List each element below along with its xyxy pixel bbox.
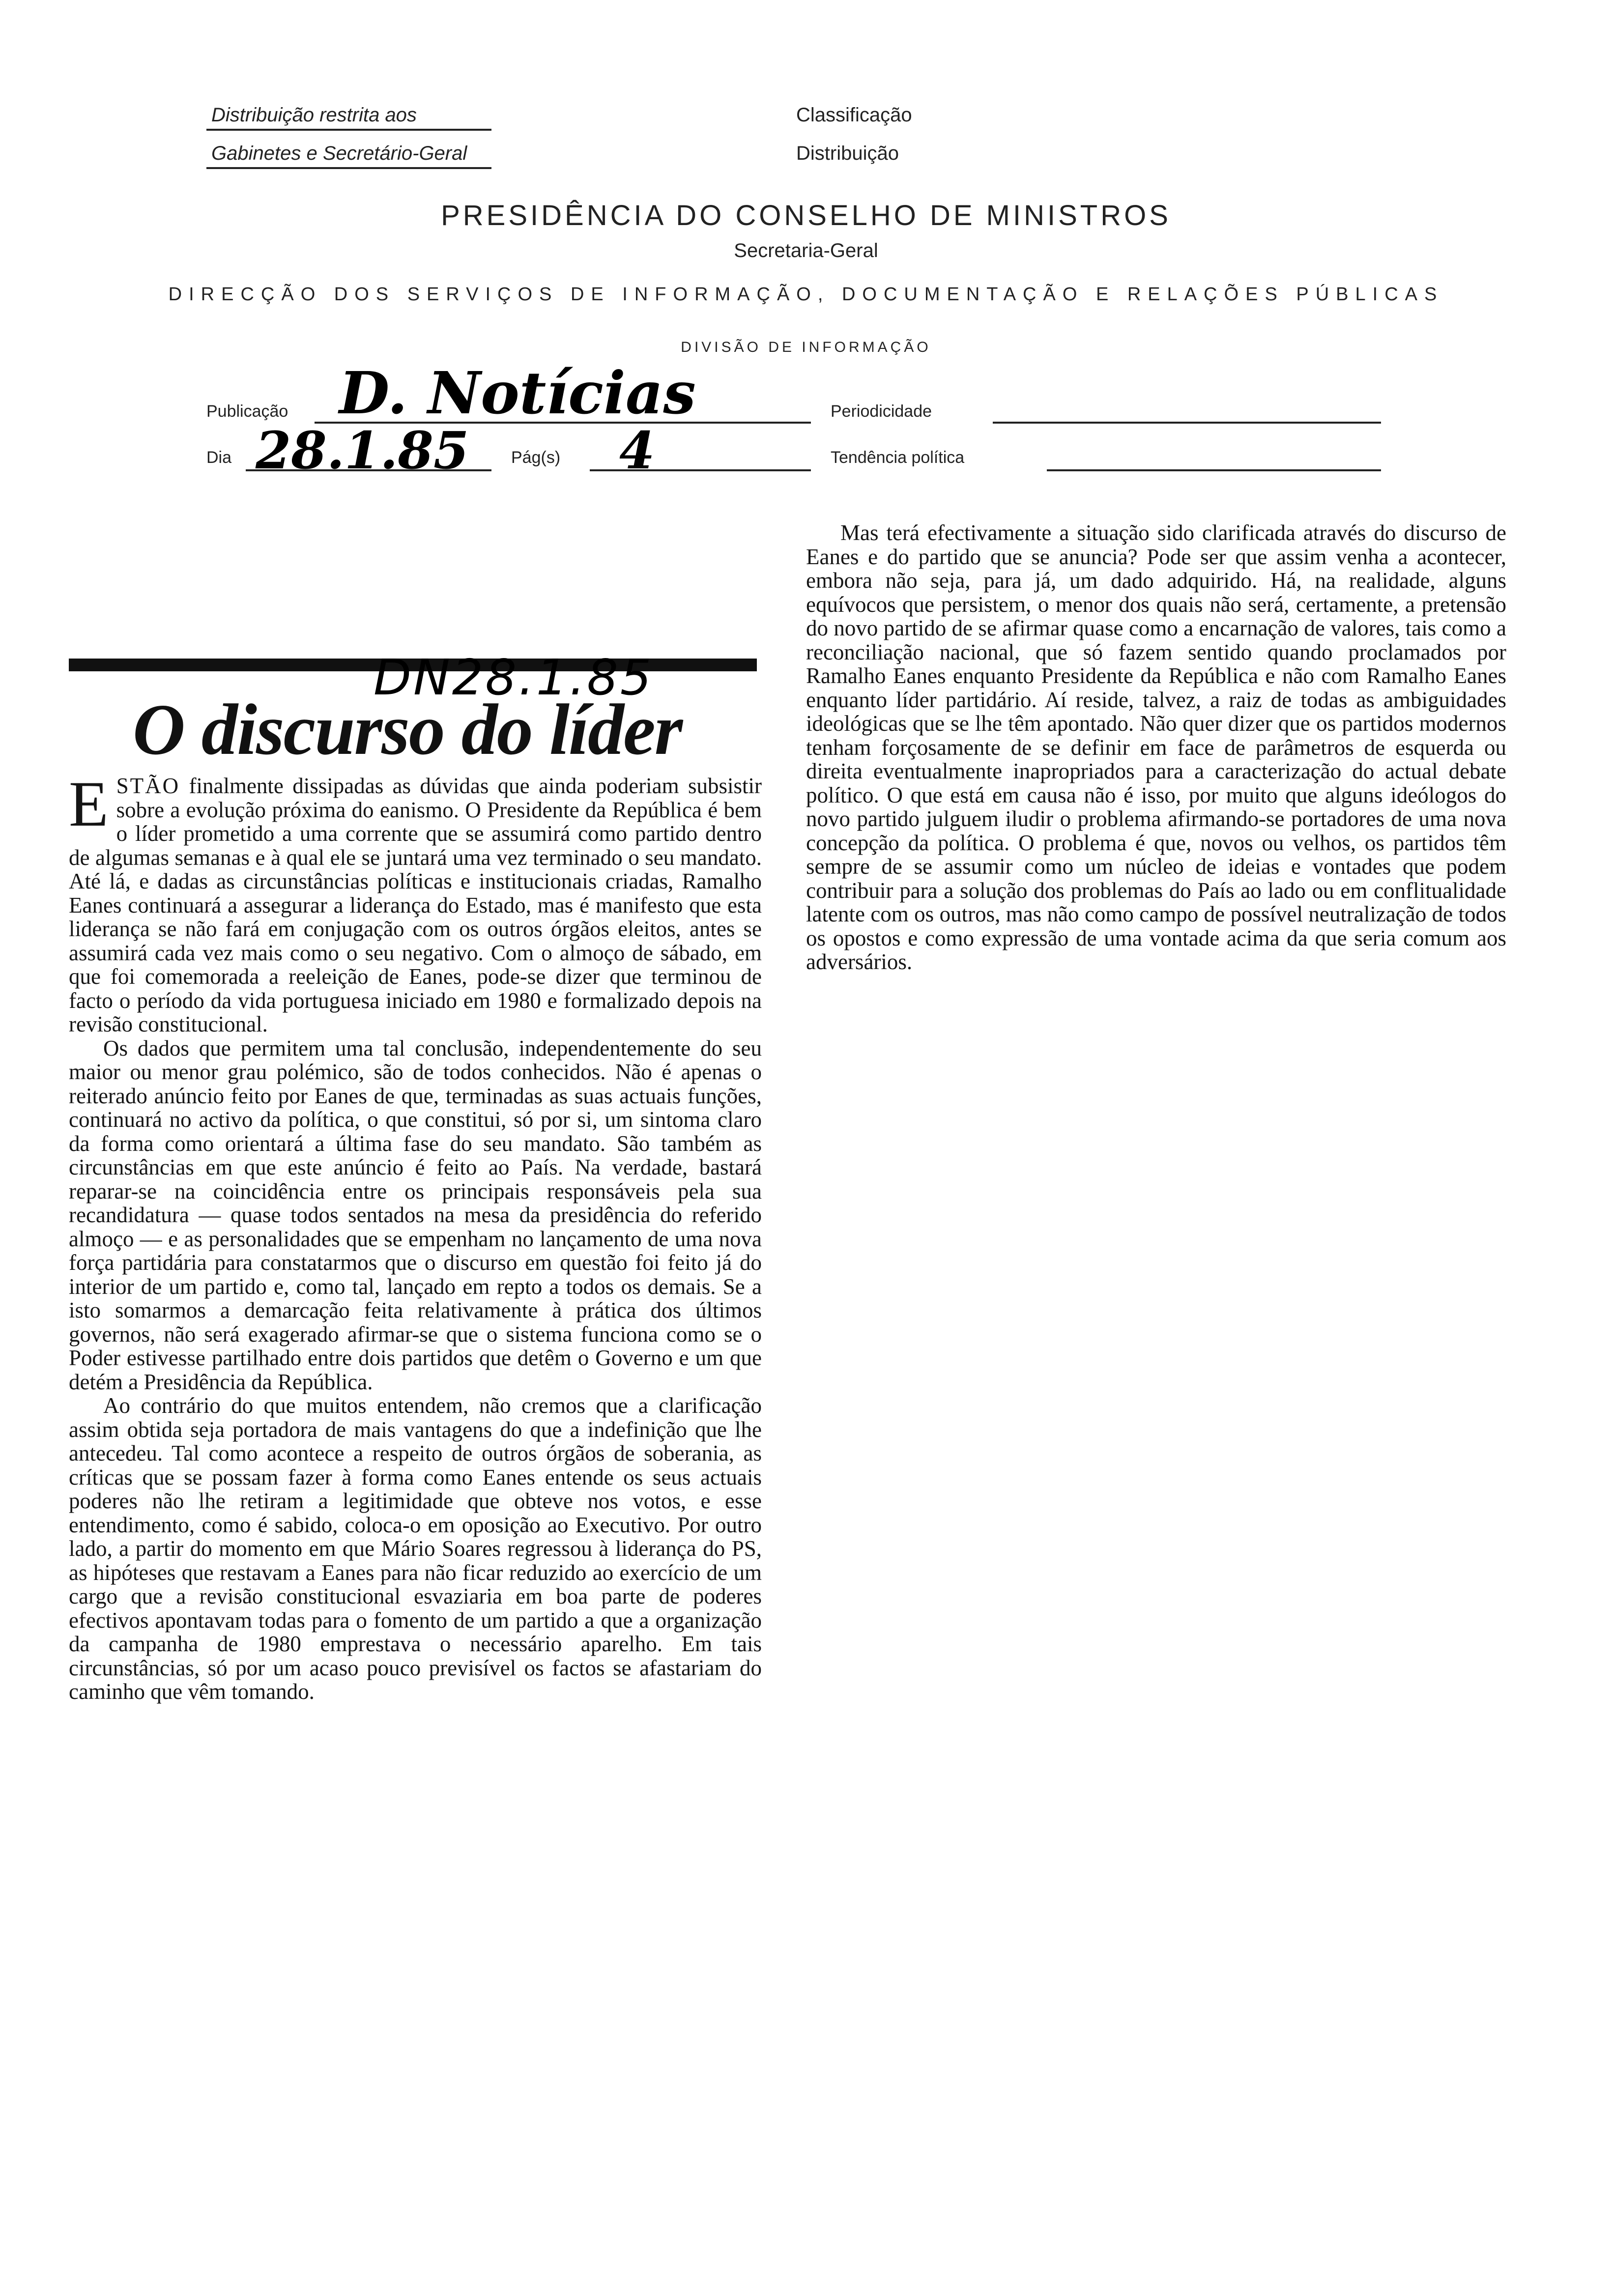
tendency-line	[1047, 469, 1381, 471]
archive-stamp: DN28.1.85	[374, 649, 654, 706]
distribution-underline	[206, 129, 491, 131]
first-word-rest: STÃO	[116, 774, 180, 798]
org-title: PRESIDÊNCIA DO CONSELHO DE MINISTROS	[441, 200, 1171, 231]
periodicity-label: Periodicidade	[831, 402, 932, 421]
classification-label: Classificação	[796, 104, 912, 126]
division: DIVISÃO DE INFORMAÇÃO	[681, 339, 931, 355]
pages-value: 4	[619, 420, 655, 481]
pages-label: Pág(s)	[511, 448, 561, 467]
publication-label: Publicação	[206, 402, 288, 421]
article-paragraph-2: Os dados que permitem uma tal conclusão, independentemente do seu maior ou menor grau polémico, são de todos conhecidos. Não é apenas o reiterado anúncio feito por Eanes de que, terminadas as suas actuais funções, continuará no activo da política, o que constitui, só por si, um sintoma claro da forma como orientará a última fase do seu mandato. São também as circunstâncias em que este anúncio é feito ao País. Na verdade, bastará reparar-se na coincidência entre os principais responsáveis pela sua recandidatura — quase todos sentados na mesa da presidência do referido almoço — e as personalidades que se empenham no lançamento de uma nova força partidária para constatarmos que o discurso em questão foi feito já do interior de um partido e, como tal, lançado em repto a todos os demais. Se a isto somarmos a demarcação feita relativamente à prática dos últimos governos, não será exagerado afirmar-se que o sistema funciona como se o Poder estivesse partilhado entre dois partidos que detêm o Governo e um que detém a Presidência da República.	[69, 1035, 762, 1394]
paragraph-1-text: finalmente dissipadas as dúvidas que ainda poderiam subsistir sobre a evolução próxima do eanismo. O Presidente da República é bem o líder prometido a uma corrente que se assumirá como partido dentro de algumas semanas e à qual ele se juntará uma vez terminado o seu mandato. Até lá, e dadas as circunstâncias políticas e institucionais criadas, Ramalho Eanes continuará a assegurar a liderança do Estado, mas é manifesto que esta liderança se não fará em conjugação com os outros órgãos eleitos, antes se assumirá cada vez mais como o seu negativo. Com o almoço de sábado, em que foi comemorada a reeleição de Eanes, pode-se dizer que terminou de facto o período da vida portuguesa iniciado em 1980 e formalizado depois na revisão constitucional.	[69, 774, 762, 1036]
day-label: Dia	[206, 448, 232, 467]
left-column	[69, 768, 762, 1704]
secretariat: Secretaria-Geral	[734, 240, 878, 261]
article-title: O discurso do líder	[133, 689, 682, 770]
distribution-restricted-line2: Gabinetes e Secretário-Geral	[211, 143, 467, 164]
article-paragraph-3: Ao contrário do que muitos entendem, não cremos que a clarificação assim obtida seja portadora de mais vantagens do que a indefinição que lhe antecedeu. Tal como acontece a respeito de outros órgãos de soberania, as críticas que se possam fazer à forma como Eanes entende os seus actuais poderes não lhe retiram a legitimidade que obteve nos votos, e esse entendimento, como é sabido, coloca-o em oposição ao Executivo. Por outro lado, a partir do momento em que Mário Soares regressou à liderança do PS, as hipóteses que restavam a Eanes para não ficar reduzido ao exercício de um cargo que a revisão constitucional esvaziaria em boa parte de poderes efectivos apontavam todas para o fomento de um partido a que a organização da campanha de 1980 emprestava o necessário aparelho. Em tais circunstâncias, só por um acaso pouco previsível os factos se afastariam do caminho que vêm tomando.	[69, 1393, 762, 1704]
dropcap: E	[69, 768, 109, 840]
article-paragraph-1	[69, 768, 762, 1036]
directorate: DIRECÇÃO DOS SERVIÇOS DE INFORMAÇÃO, DOCUMENTAÇÃO E RELAÇÕES PÚBLICAS	[168, 284, 1444, 305]
periodicity-line	[993, 422, 1381, 424]
publication-value: D. Notícias	[339, 359, 696, 427]
right-column	[806, 521, 1506, 974]
article-paragraph-4: Mas terá efectivamente a situação sido clarificada através do discurso de Eanes e do partido que se anuncia? Pode ser que assim venha a acontecer, embora não seja, para já, um dado adquirido. Há, na realidade, alguns equívocos que persistem, o menor dos quais não será, certamente, a pretensão do novo partido de se afirmar quase como a encarnação de valores, tais como a reconciliação nacional, que só fazem sentido quando proclamados por Ramalho Eanes enquanto Presidente da República e não com Ramalho Eanes enquanto líder partidário. Aí reside, talvez, a raiz de todas as ambiguidades ideológicas que se lhe têm apontado. Não quer dizer que os partidos modernos tenham forçosamente de se definir em face de parâmetros de esquerda ou direita eventualmente inapropriados para a caracterização do actual debate político. O que está em causa não é isso, por muito que alguns ideólogos do novo partido julguem iludir o problema afirmando-se portadores de uma nova concepção da política. O problema é que, novos ou velhos, os partidos têm sempre de se assumir como um núcleo de ideias e vontades que podem contribuir para a solução dos problemas do País ao lado ou em conflitualidade latente com os outros, mas não como campo de possível neutralização de todos os opostos e como expressão de uma vontade acima da que seria comum aos adversários.	[806, 520, 1506, 974]
distribution-label: Distribuição	[796, 143, 899, 164]
gabinetes-underline	[206, 167, 491, 169]
tendency-label: Tendência política	[831, 448, 965, 467]
distribution-restricted-line1: Distribuição restrita aos	[211, 104, 417, 126]
day-value: 28.1.85	[256, 420, 469, 481]
